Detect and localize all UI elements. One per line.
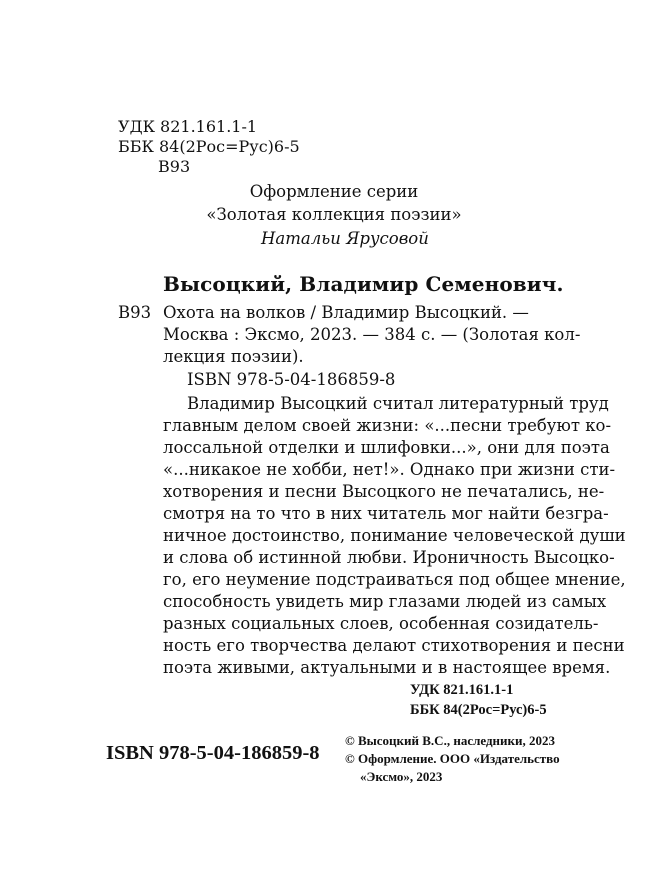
author-heading: Высоцкий, Владимир Семенович. <box>163 272 564 296</box>
annotation-line: лоссальной отделки и шлифовки...», они для поэта <box>163 438 610 457</box>
annotation-line: разных социальных слоев, особенная созидатель- <box>163 614 599 633</box>
catalog-isbn: ISBN 978-5-04-186859-8 <box>187 370 396 389</box>
catalog-line: Охота на волков / Владимир Высоцкий. — <box>163 303 529 322</box>
catalog-mark: В93 <box>118 303 152 322</box>
annotation-line: хотворения и песни Высоцкого не печатались, не- <box>163 482 605 501</box>
annotation-line: ничное достоинство, понимание человеческой души <box>163 526 626 545</box>
catalog-line: Москва : Эксмо, 2023. — 384 с. — (Золотая кол- <box>163 325 581 344</box>
bbk-code: ББК 84(2Рос=Рус)6-5 <box>118 137 300 156</box>
udk-code: УДК 821.161.1-1 <box>118 117 258 136</box>
annotation-line: ность его творчества делают стихотворения и песни <box>163 636 625 655</box>
designer-name: Натальи Ярусовой <box>261 229 429 248</box>
bbk-code-bottom: ББК 84(2Рос=Рус)6-5 <box>410 702 547 718</box>
annotation-line: главным делом своей жизни: «...песни требуют ко- <box>163 416 612 435</box>
annotation-line: Владимир Высоцкий считал литературный труд <box>187 394 609 413</box>
annotation-line: смотря на то что в них читатель мог найти безгра- <box>163 504 609 523</box>
annotation-line: поэта живыми, актуальными и в настоящее время. <box>163 658 611 677</box>
copyright-line: © Высоцкий В.С., наследники, 2023 <box>345 733 556 748</box>
copyright-line: «Эксмо», 2023 <box>360 769 443 784</box>
annotation-line: и слова об истинной любви. Ироничность Высоцко- <box>163 548 615 567</box>
udk-code-bottom: УДК 821.161.1-1 <box>410 682 514 698</box>
copyright-line: © Оформление. ООО «Издательство <box>345 751 560 766</box>
annotation-line: го, его неумение подстраиваться под общее мнение, <box>163 570 626 589</box>
annotation-line: «...никакое не хобби, нет!». Однако при жизни сти- <box>163 460 616 479</box>
catalog-line: лекция поэзии). <box>163 347 304 366</box>
annotation-line: способность увидеть мир глазами людей из самых <box>163 592 607 611</box>
series-design-line: Оформление серии <box>249 182 419 201</box>
author-mark: В93 <box>158 157 191 176</box>
series-title: «Золотая коллекция поэзии» <box>206 205 462 224</box>
isbn-large: ISBN 978-5-04-186859-8 <box>106 742 320 764</box>
